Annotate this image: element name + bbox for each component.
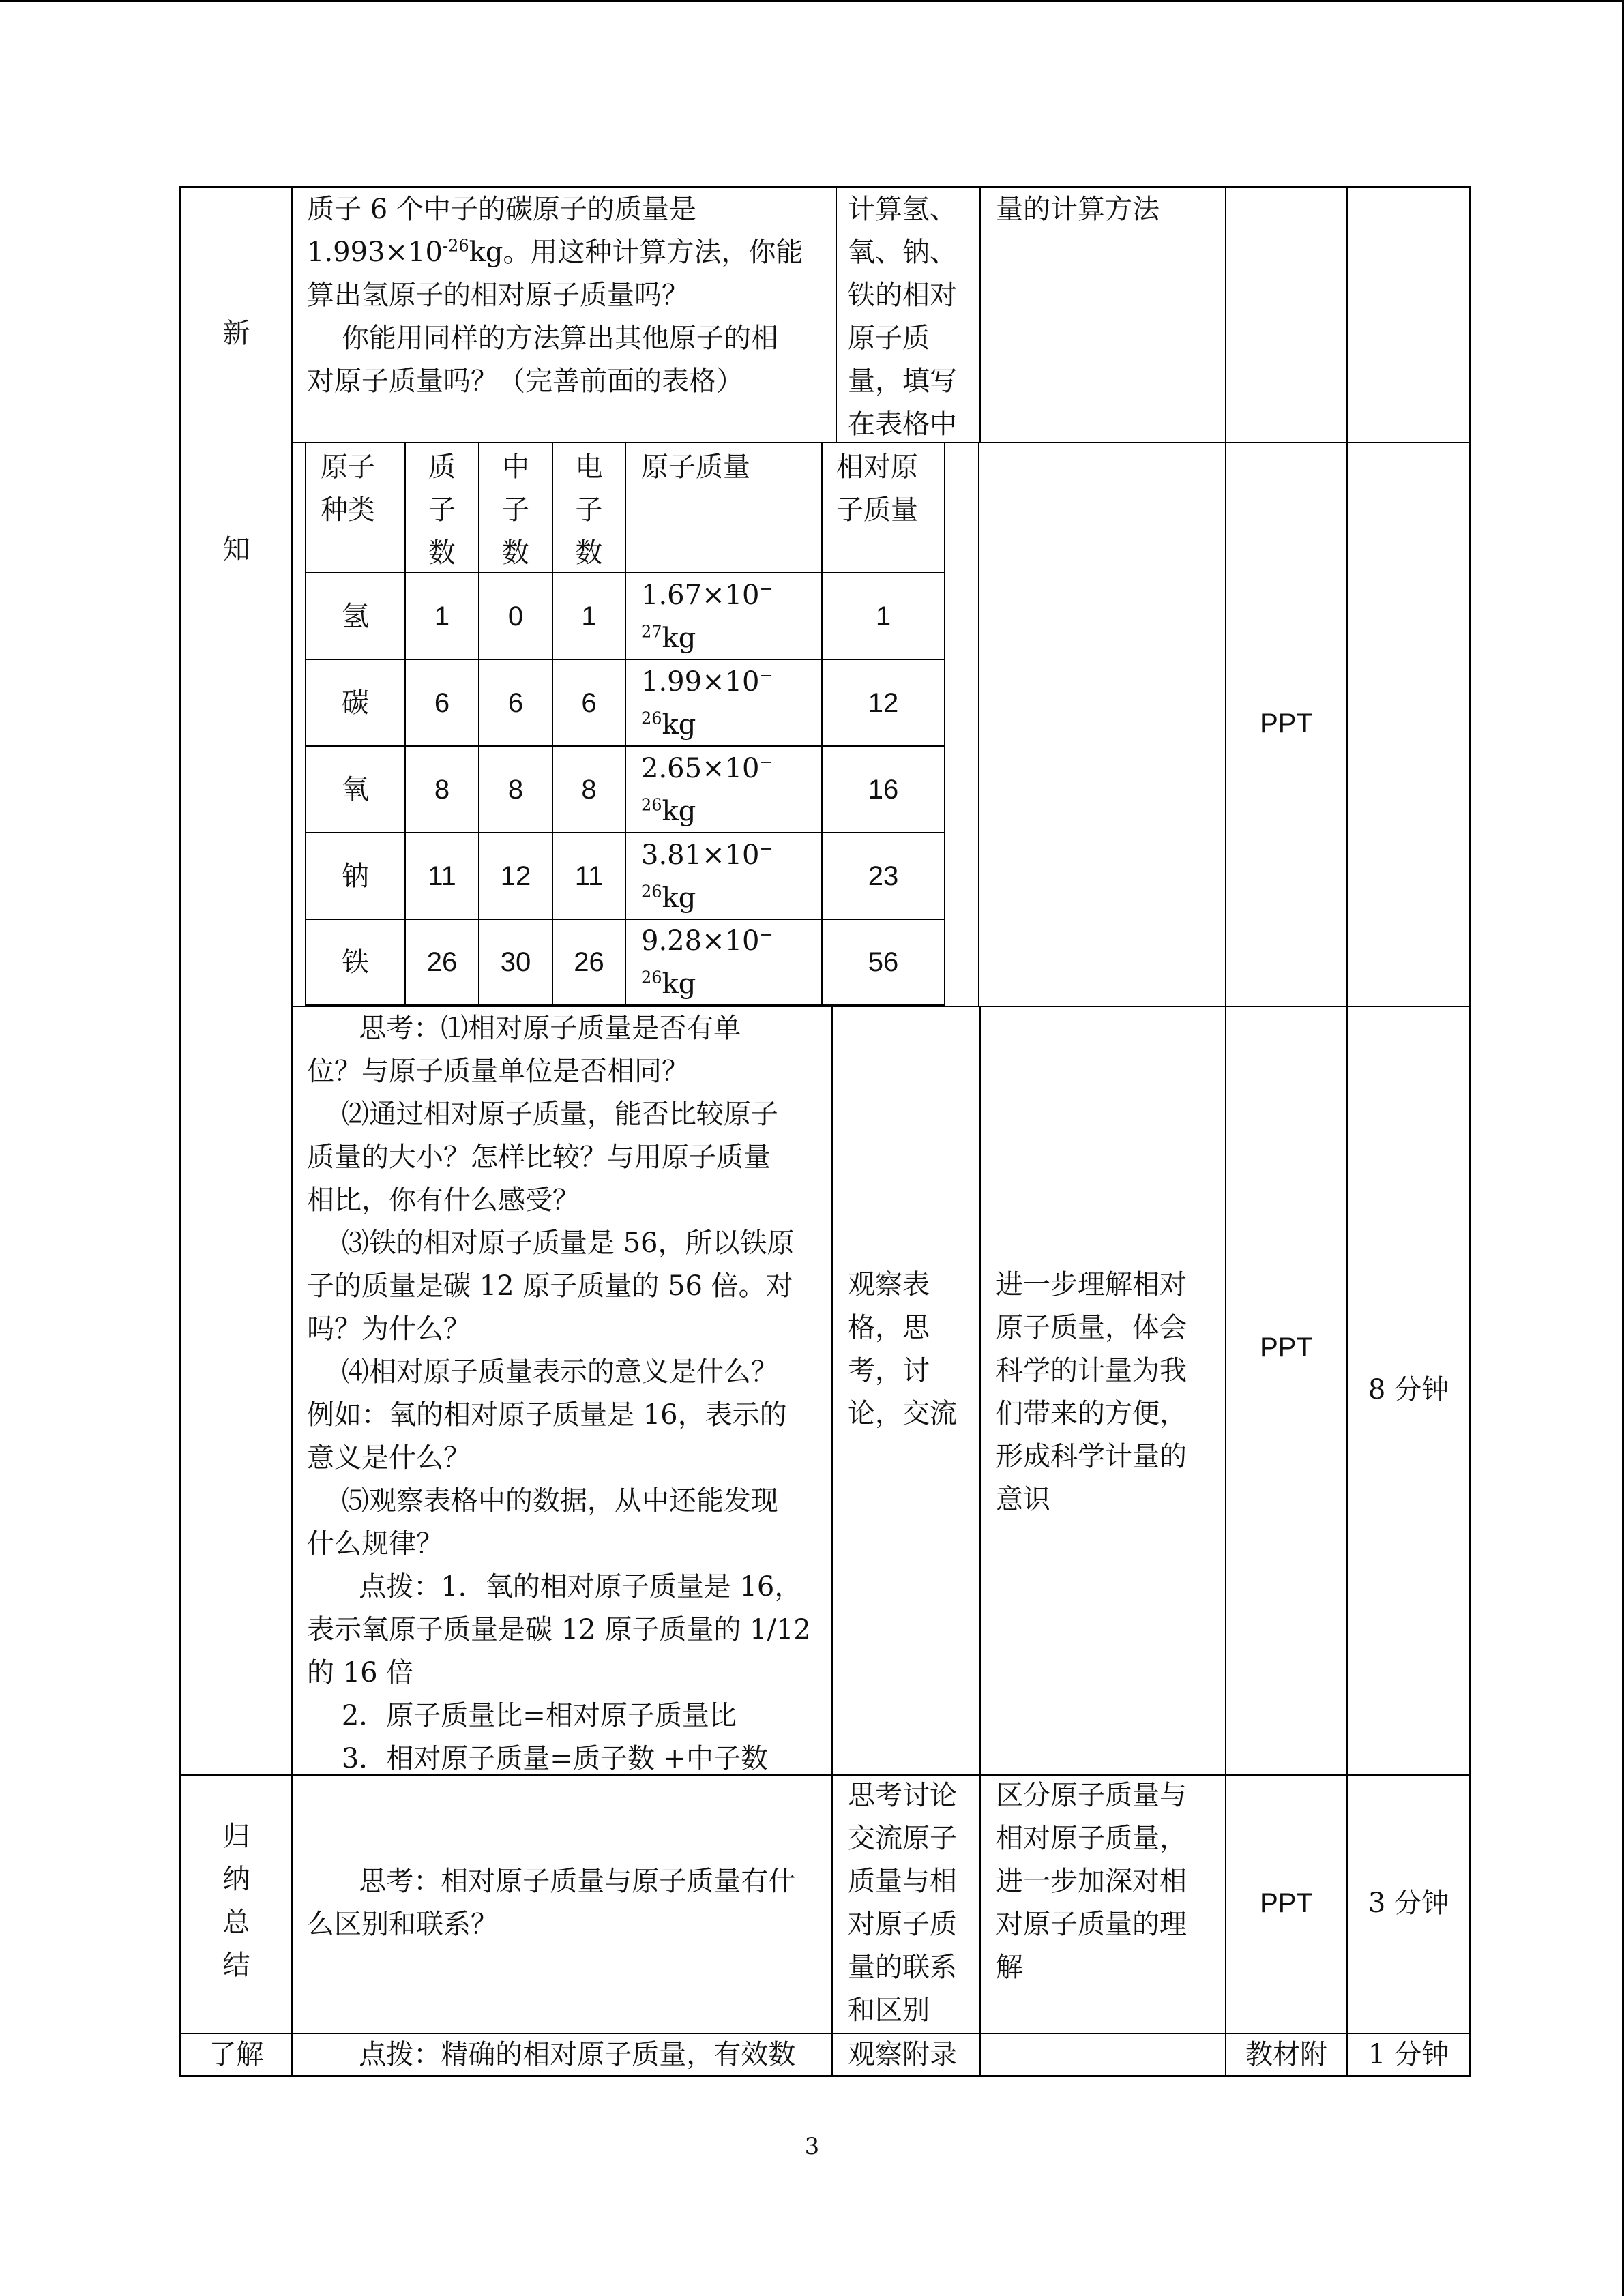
- row5-time: 1 分钟: [1368, 2039, 1449, 2070]
- row5-student-activity: 观察附录: [848, 2039, 957, 2070]
- section-label-na: 纳: [222, 1864, 250, 1895]
- row4-time: 3 分钟: [1368, 1888, 1449, 1919]
- page-number: 3: [804, 2133, 820, 2160]
- header-neutrons: 中 子 数: [502, 451, 529, 569]
- header-protons: 质 子 数: [428, 451, 456, 569]
- section-label-zong: 总: [222, 1907, 250, 1938]
- row3-media: PPT: [1260, 1332, 1313, 1362]
- row1-design-intent: 量的计算方法: [996, 194, 1160, 225]
- row5-media: 教材附: [1245, 2039, 1327, 2070]
- page-top-border: [0, 0, 1624, 2]
- section-label-jie: 结: [222, 1950, 250, 1981]
- section-label-xin: 新: [222, 318, 250, 349]
- document-page: 新 知 归 纳 总 结 了解 质子 6 个中子的碳原子的质量是 $1.993\times 10^{-26}kg$。用这种计算方法，你能 算出氢原子的相对原子质量吗？ 你能用同样的方法算出其他原子的相 对原子质量吗？（完善前面的表格） 计算氢、 氧、钠、 铁的相对 原子质 量，填写 在表格中 量的计算方法 原子 种类 质 子 数 中 子 数 电 子 数 原子质量 相对原 子质量 氢 1 0 1 1.67×10− $^{27}$kg 1 碳 6 6 6 1.99×10− $^{26}$kg 12 氧 8 8 8 2.65×10− $^{26}$kg 16 钠 11 12 11 3.81×10− $^{26}$kg 23 铁 26 30 26 9.28×10− $^{26}$kg 56 PPT 思考：⑴相对原子质量是否有单 位？与原子质量单位是否相同？ ⑵通过相对原子质量，能否比较原子 质量的大小？怎样比较？与用原子质量 相比，你有什么感受？ ⑶铁的相对原子质量是 56，所以铁原 子的质量是碳 12 原子质量的 56 倍。对 吗？为什么？ ⑷相对原子质量表示的意义是什么？ 例如：氧的相对原子质量是 16，表示的 意义是什么？ ⑸观察表格中的数据，从中还能发现 什么规律？ 点拨：1．氧的相对原子质量是 16， 表示氧原子质量是碳 12 原子质量的 1/12 的 16 倍 2．原子质量比=相对原子质量比 3．相对原子质量=质子数 +中子数 观察表 格，思 考，讨 论，交流 进一步理解相对 原子质量，体会 科学的计量为我 们带来的方便， 形成科学计量的 意识 PPT 8 分钟 思考：相对原子质量与原子质量有什 么区别和联系？ 思考讨论 交流原子 质量与相 对原子质 量的联系 和区别 区分原子质量与 相对原子质量， 进一步加深对相 对原子质量的理 解 PPT 3 分钟 点拨：精确的相对原子质量，有效数 观察附录 教材附 1 分钟 3: [0, 0, 1624, 2296]
- section-label-zhi: 知: [222, 534, 250, 565]
- row2-media: PPT: [1260, 709, 1313, 739]
- header-relative-mass: 相对原 子质量: [836, 451, 918, 526]
- section-label-liaojie: 了解: [209, 2039, 264, 2070]
- row5-content: 点拨：精确的相对原子质量，有效数: [307, 2039, 796, 2070]
- row3-time: 8 分钟: [1368, 1374, 1449, 1405]
- section-label-gui: 归: [222, 1821, 250, 1852]
- row4-media: PPT: [1260, 1888, 1313, 1918]
- header-atomic-mass: 原子质量: [641, 451, 750, 483]
- header-electrons: 电 子 数: [575, 451, 603, 569]
- header-atom-type: 原子 种类: [321, 451, 375, 526]
